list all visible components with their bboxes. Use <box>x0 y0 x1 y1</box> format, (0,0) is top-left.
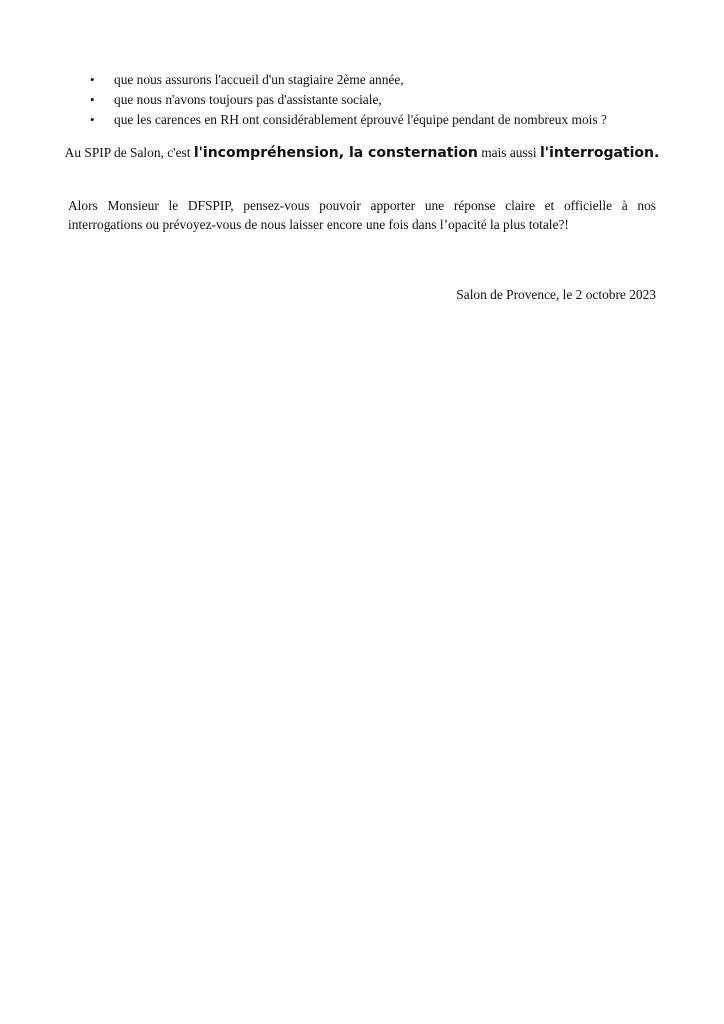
statement-paragraph <box>0 142 724 164</box>
list-item <box>88 70 668 90</box>
question-line-2: interrogations ou prévoyez-vous de nous laisser encore une fois dans l’opacité la plus totale?! <box>68 217 569 232</box>
question-line-1: Alors Monsieur le DFSPIP, pensez-vous pouvoir apporter une réponse claire et officielle à nos <box>68 198 656 213</box>
question-paragraph <box>68 196 656 234</box>
list-item-text: que les carences en RH ont considérablement éprouvé l'équipe pendant de nombreux mois ? <box>114 112 607 127</box>
statement-separator: , <box>338 145 349 161</box>
bullet-icon: • <box>90 72 95 87</box>
bullet-icon: • <box>90 112 95 127</box>
bullet-icon: • <box>90 92 95 107</box>
list-item-text: que nous n'avons toujours pas d'assistante sociale, <box>114 92 382 107</box>
signature-place-date: Salon de Provence, le 2 octobre 2023 <box>456 287 656 302</box>
emphasis-consternation: la consternation <box>348 145 478 161</box>
list-item <box>88 110 668 130</box>
list-item <box>88 90 668 110</box>
emphasis-interrogation: l'interrogation <box>539 145 654 161</box>
list-item-text: que nous assurons l'accueil d'un stagiaire 2ème année, <box>114 72 404 87</box>
statement-suffix: . <box>654 145 660 161</box>
emphasis-incomprehension: l'incompréhension <box>193 145 339 161</box>
statement-middle: mais aussi <box>477 145 540 160</box>
statement-prefix: Au SPIP de Salon, c'est <box>64 145 194 160</box>
bullet-list <box>88 70 668 130</box>
